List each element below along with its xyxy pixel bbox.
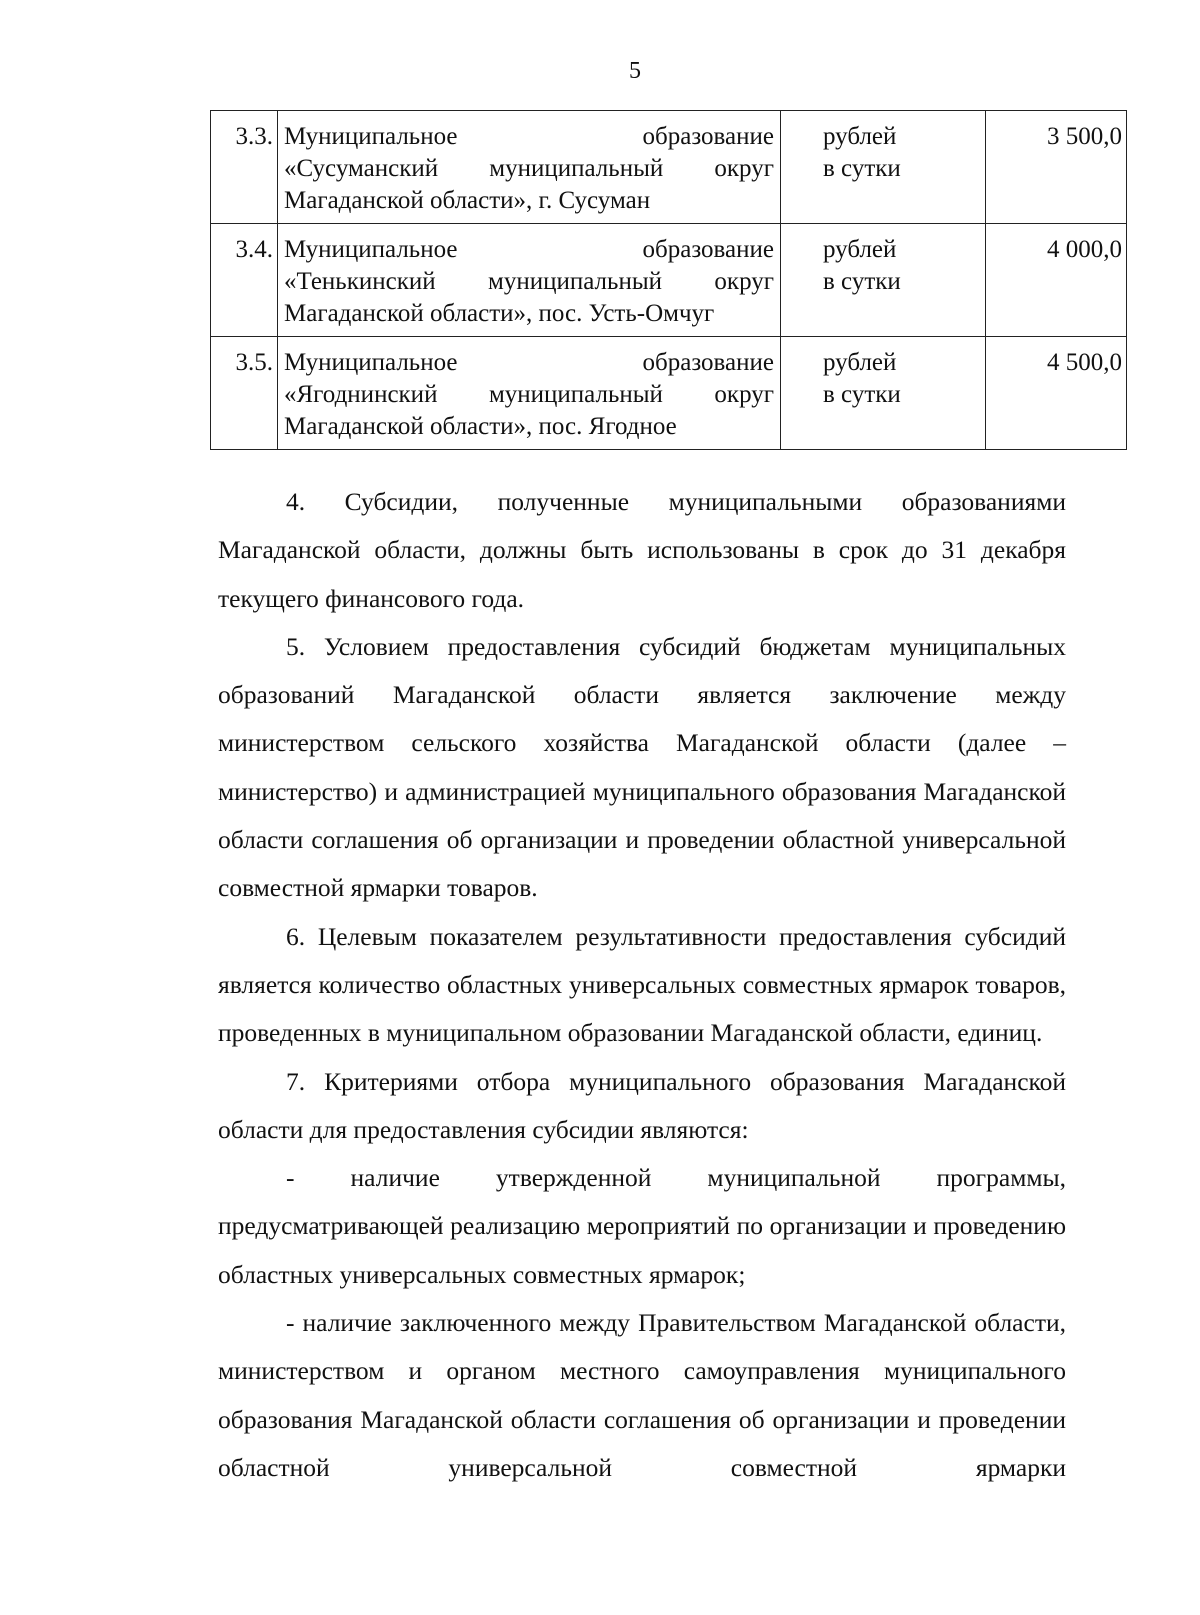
value-cell: 3 500,0 [986, 111, 1127, 224]
name-word: муниципальный [488, 381, 663, 408]
unit-line-1: рублей [823, 236, 897, 263]
unit-cell [781, 111, 986, 224]
name-word: «Сусуманский [284, 155, 439, 182]
name-word: Муниципальное [284, 236, 458, 263]
name-word: образование [642, 123, 774, 150]
name-line-3: Магаданской области», пос. Ягодное [284, 413, 677, 440]
table-row [211, 224, 1127, 337]
row-number: 3.4. [211, 224, 278, 337]
paragraph-7: 7. Критериями отбора муниципального образования Магаданской области для предоставления субсидии являются: [218, 1066, 1066, 1144]
municipality-name [278, 111, 781, 224]
unit-line-1: рублей [823, 349, 897, 376]
name-word: «Тенькинский [284, 268, 436, 295]
name-word: Муниципальное [284, 123, 458, 150]
unit-cell [781, 337, 986, 450]
row-number: 3.5. [211, 337, 278, 450]
value-cell: 4 500,0 [986, 337, 1127, 450]
table-row [211, 337, 1127, 450]
page-number: 5 [629, 58, 641, 84]
unit-cell [781, 224, 986, 337]
name-word: образование [642, 349, 774, 376]
tariff-table [210, 110, 1127, 450]
paragraph-5: 5. Условием предоставления субсидий бюджетам муниципальных образований Магаданской области является заключение между министерством сельского хозяйства Магаданской области (далее – министерство) и администрацией муниципального образования Магаданской области соглашения об организации и проведении областной универсальной совместной ярмарки товаров. [218, 631, 1066, 903]
unit-line-2: в сутки [823, 155, 901, 182]
name-word: «Ягоднинский [284, 381, 438, 408]
name-word: муниципальный [489, 155, 664, 182]
unit-line-2: в сутки [823, 381, 901, 408]
name-word: муниципальный [488, 268, 662, 295]
unit-line-1: рублей [823, 123, 897, 150]
criteria-item-1: - наличие утвержденной муниципальной программы, предусматривающей реализацию мероприятий по организации и проведению областных универсальных совместных ярмарок; [218, 1163, 1066, 1289]
municipality-name [278, 224, 781, 337]
table-row [211, 111, 1127, 224]
document-body [218, 478, 1066, 1492]
name-word: округ [714, 381, 774, 408]
name-word: Муниципальное [284, 349, 458, 376]
name-word: округ [714, 268, 774, 295]
criteria-item-2: - наличие заключенного между Правительством Магаданской области, министерством и органом местного самоуправления муниципального образования Магаданской области соглашения об организации и проведении областной универсальной совместной ярмарки [218, 1308, 1066, 1482]
paragraph-6: 6. Целевым показателем результативности предоставления субсидий является количество областных универсальных совместных ярмарок товаров, проведенных в муниципальном образовании Магаданской области, единиц. [218, 921, 1066, 1048]
municipality-name [278, 337, 781, 450]
name-word: образование [642, 236, 774, 263]
paragraph-4: 4. Субсидии, полученные муниципальными образованиями Магаданской области, должны быть использованы в срок до 31 декабря текущего финансового года. [218, 487, 1066, 613]
name-word: округ [714, 155, 774, 182]
value-cell: 4 000,0 [986, 224, 1127, 337]
name-line-3: Магаданской области», пос. Усть-Омчуг [284, 300, 715, 327]
name-line-3: Магаданской области», г. Сусуман [284, 187, 651, 214]
row-number: 3.3. [211, 111, 278, 224]
unit-line-2: в сутки [823, 268, 901, 295]
